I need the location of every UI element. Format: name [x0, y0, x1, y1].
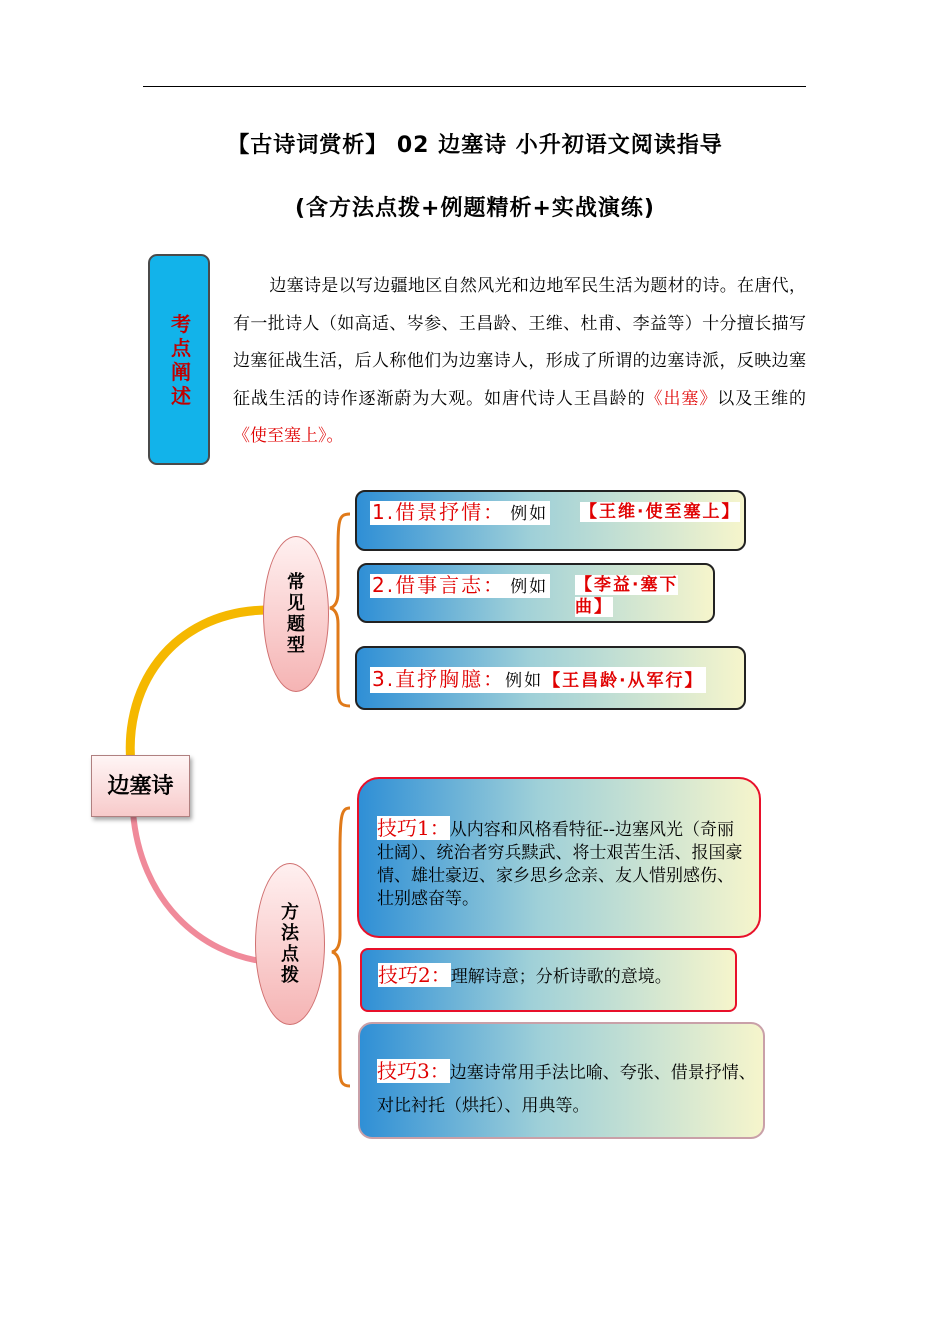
branch-label-types: 常见题型 — [287, 572, 305, 656]
type-example-prefix-1: 例如 — [510, 504, 549, 524]
type-title-3: 3.直抒胸臆： — [372, 667, 506, 691]
method-text-3: 边塞诗常用手法比喻、夸张、借景抒情、对比衬托（烘托）、用典等。 — [377, 1063, 756, 1116]
type-title-1: 1.借景抒情： — [372, 500, 506, 524]
method-title-1: 技巧1： — [377, 816, 450, 840]
type-example-1: 【王维·使至塞上】 — [580, 502, 741, 522]
type-example-prefix-3: 例如 — [505, 671, 544, 691]
type-example-prefix-2: 例如 — [510, 577, 549, 597]
method-text-2: 理解诗意；分析诗歌的意境。 — [450, 967, 672, 987]
method-title-3: 技巧3： — [377, 1059, 450, 1083]
method-box-1 — [357, 777, 761, 938]
type-box-2 — [357, 563, 715, 623]
poem-shizhisaishang: 《使至塞上》。 — [233, 426, 344, 446]
branch-oval-types — [263, 536, 329, 692]
kaodian-label: 考点阐述 — [171, 312, 191, 408]
type-box-1 — [355, 490, 746, 551]
poem-chusai: 《出塞》 — [645, 388, 718, 409]
method-box-2 — [360, 948, 737, 1012]
page-subtitle: (含方法点拨+例题精析+实战演练) — [295, 196, 655, 221]
connector-bottom — [133, 812, 268, 962]
intro-text: 边塞诗是以写边疆地区自然风光和边地军民生活为题材的诗。在唐代，有一批诗人（如高适、岑参、王昌龄、王维、杜甫、李益等）十分擅长描写边塞征战生活，后人称他们为边塞诗人，形成了所谓的边塞诗派，反映边塞征战生活的诗作逐渐蔚为大观。如唐代诗人王昌龄的 — [233, 276, 806, 409]
branch-label-methods: 方法点拨 — [281, 902, 299, 986]
root-node — [91, 755, 190, 817]
method-box-3 — [358, 1022, 765, 1139]
page-title: 【古诗词赏析】 02 边塞诗 小升初语文阅读指导 — [227, 133, 723, 158]
type-title-2: 2.借事言志： — [372, 573, 506, 597]
type-box-3 — [355, 646, 746, 710]
type-example-3: 【王昌龄·从军行】 — [543, 671, 704, 691]
method-text-1: 从内容和风格看特征--边塞风光（奇丽壮阔）、统治者穷兵黩武、将士艰苦生活、报国豪情、雄壮豪迈、家乡思乡念亲、友人惜别感伤、壮别感奋等。 — [377, 820, 743, 909]
intro-and: 以及王维的 — [717, 388, 807, 409]
connector-top — [130, 610, 266, 772]
root-label: 边塞诗 — [107, 774, 174, 799]
branch-oval-methods — [255, 863, 325, 1025]
brace-top — [330, 514, 350, 706]
type-example-2: 【李益·塞下曲】 — [575, 575, 679, 617]
brace-bottom — [332, 808, 350, 1086]
method-title-2: 技巧2： — [378, 963, 451, 987]
